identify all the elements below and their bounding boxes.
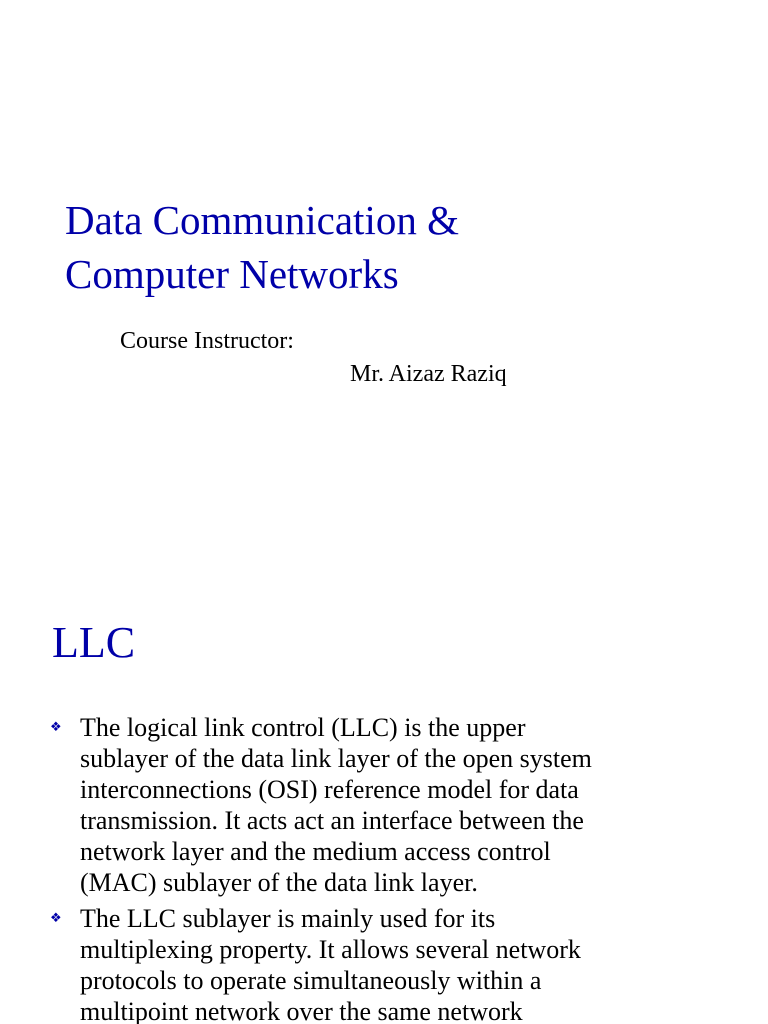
bullet-list xyxy=(50,712,730,1024)
bullet-line: transmission. It acts act an interface between the xyxy=(80,806,584,835)
diamond-bullet-icon: ❖ xyxy=(50,720,62,735)
bullet-line: protocols to operate simultaneously within a xyxy=(80,966,542,995)
llc-slide xyxy=(0,576,768,1024)
course-title xyxy=(65,193,459,301)
bullet-line: The LLC sublayer is mainly used for its xyxy=(80,904,496,933)
bullet-line: The logical link control (LLC) is the upper xyxy=(80,713,526,742)
bullet-line: network layer and the medium access control xyxy=(80,837,551,866)
slide-title: LLC xyxy=(52,618,136,667)
bullet-line: sublayer of the data link layer of the open system xyxy=(80,744,592,773)
bullet-line: multipoint network over the same network xyxy=(80,997,523,1024)
bullet-line: multiplexing property. It allows several network xyxy=(80,935,581,964)
bullet-item xyxy=(50,712,730,898)
course-title-line-1: Data Communication & xyxy=(65,197,459,243)
bullet-line: interconnections (OSI) reference model for data xyxy=(80,775,579,804)
instructor-name: Mr. Aizaz Raziq xyxy=(350,361,507,387)
instructor-label: Course Instructor: xyxy=(120,328,294,354)
course-title-line-2: Computer Networks xyxy=(65,251,399,297)
bullet-item xyxy=(50,903,730,1024)
bullet-line: (MAC) sublayer of the data link layer. xyxy=(80,868,478,897)
diamond-bullet-icon: ❖ xyxy=(50,911,62,926)
